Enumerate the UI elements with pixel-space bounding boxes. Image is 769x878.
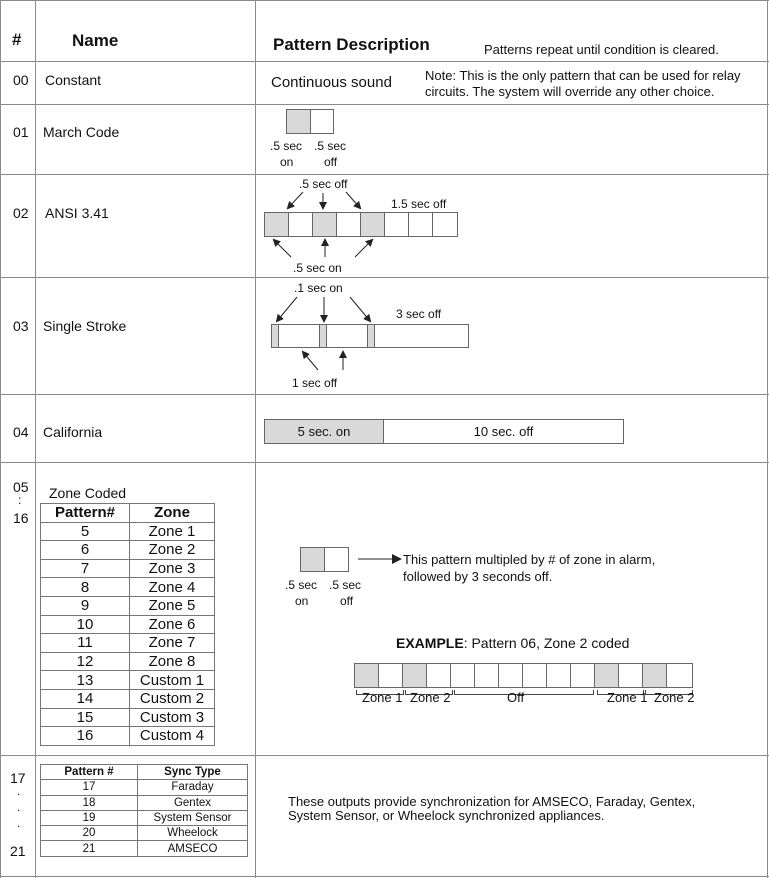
ansi-off-long-label: 1.5 sec off [391,197,447,211]
table-row [41,652,215,671]
row-17-dot-2: . [17,800,21,814]
row-00-note-line2: circuits. The system will override any other choice. [425,84,715,99]
row-00-name: Constant [45,72,102,88]
march-off-label-1: .5 sec [314,139,347,153]
california-on-label: 5 sec. on [297,424,351,439]
zone-on-label-2: on [295,594,309,608]
table-row [41,727,215,746]
row-line-05 [0,755,769,756]
col-divider-2 [255,0,256,878]
sync-pattern-cell: 20 [41,826,138,841]
sync-table-header-type: Sync Type [138,765,248,780]
zone-coded-title: Zone Coded [49,485,127,501]
example-cell-12 [618,663,643,688]
march-off-label-2: off [324,155,338,169]
header-pattern-description: Pattern Description [273,35,430,54]
border-right [767,0,768,878]
california-off-label: 10 sec. off [473,424,534,439]
brace-label-off: Off [507,690,525,705]
example-bold: EXAMPLE [396,635,464,651]
ansi-arrows [255,174,475,277]
march-off-cell [310,109,334,134]
brace-label-zone2: Zone 2 [410,690,451,705]
sync-table-header-row [41,765,248,780]
table-row [41,671,215,690]
zone-on-label-1: .5 sec [285,578,318,592]
zone-multiply-line2: followed by 3 seconds off. [403,569,553,584]
example-cell-10 [570,663,595,688]
row-02-name: ANSI 3.41 [45,205,109,221]
row-02-number: 02 [13,205,29,221]
zone-table-header-pattern: Pattern# [41,504,130,523]
zone-pattern-cell: 10 [41,615,130,634]
table-row [41,810,248,825]
row-05-number-dots: : [18,493,22,507]
row-line-bottom [0,876,769,877]
row-line-header [0,61,769,62]
row-04-number: 04 [13,424,29,440]
row-00-number: 00 [13,72,29,88]
zone-table-header-zone: Zone [130,504,215,523]
example-cell-14 [666,663,693,688]
example-cell-8 [522,663,547,688]
march-on-cell [286,109,311,134]
row-17-number-end: 21 [10,843,26,859]
sync-type-cell: Faraday [138,780,248,795]
zone-name-cell: Zone 1 [130,522,215,541]
sync-pattern-cell: 19 [41,810,138,825]
zone-name-cell: Zone 2 [130,541,215,560]
table-row [41,615,215,634]
zone-name-cell: Custom 3 [130,708,215,727]
row-05-number-start: 05 [13,479,29,495]
stroke-off-long-label: 3 sec off [396,307,442,321]
zone-name-cell: Zone 3 [130,559,215,578]
california-off-bar [383,419,624,444]
row-04-name: California [43,424,103,440]
row-05-number-end: 16 [13,510,29,526]
example-cell-7 [498,663,523,688]
row-line-00 [0,104,769,105]
zone-name-cell: Zone 6 [130,615,215,634]
example-cell-1 [354,663,379,688]
row-17-dot-1: . [17,784,21,798]
header-name: Name [72,31,119,50]
zone-pattern-cell: 11 [41,634,130,653]
table-row [41,826,248,841]
zone-multiply-line1: This pattern multipled by # of zone in alarm, [403,552,656,567]
row-00-desc: Continuous sound [271,74,392,91]
california-on-bar [264,419,384,444]
example-cell-11 [594,663,619,688]
zone-name-cell: Custom 2 [130,689,215,708]
zone-pattern-cell: 12 [41,652,130,671]
row-line-03 [0,394,769,395]
zone-pattern-cell: 6 [41,541,130,560]
zone-name-cell: Custom 4 [130,727,215,746]
row-00-note-line1: Note: This is the only pattern that can be used for relay [425,68,741,83]
zone-pattern-cell: 9 [41,596,130,615]
zone-off-label-1: .5 sec [329,578,362,592]
sync-desc-line2: System Sensor, or Wheelock synchronized appliances. [288,808,605,823]
sync-pattern-cell: 21 [41,841,138,856]
sync-type-table [40,764,248,857]
example-cell-5 [450,663,475,688]
row-03-number: 03 [13,318,29,334]
table-row [41,578,215,597]
ansi-off-short-label: .5 sec off [299,177,348,191]
table-row [41,841,248,856]
table-row [41,708,215,727]
brace-label-zone1: Zone 1 [362,690,403,705]
row-line-top [0,0,769,1]
zone-pattern-off-cell [324,547,349,572]
row-01-number: 01 [13,124,29,140]
sync-pattern-cell: 17 [41,780,138,795]
brace-label-zone1b: Zone 1 [607,690,648,705]
sync-type-cell: AMSECO [138,841,248,856]
zone-pattern-cell: 13 [41,671,130,690]
row-line-04 [0,462,769,463]
zone-pattern-cell: 14 [41,689,130,708]
example-cell-13 [642,663,667,688]
row-17-dot-3: . [17,816,21,830]
sync-type-cell: System Sensor [138,810,248,825]
sync-pattern-cell: 18 [41,795,138,810]
border-left [0,0,1,878]
ansi-on-label: .5 sec on [293,261,342,275]
example-rest: : Pattern 06, Zone 2 coded [463,635,630,651]
zone-pointer-arrow [358,553,403,565]
col-divider-1 [35,0,36,878]
sync-type-cell: Wheelock [138,826,248,841]
table-row [41,596,215,615]
sync-type-cell: Gentex [138,795,248,810]
zone-off-label-2: off [340,594,354,608]
stroke-off-short-label: 1 sec off [292,376,338,390]
zone-pattern-cell: 5 [41,522,130,541]
zone-pattern-cell: 15 [41,708,130,727]
zone-name-cell: Custom 1 [130,671,215,690]
zone-pattern-cell: 7 [41,559,130,578]
table-row [41,795,248,810]
example-cell-2 [378,663,403,688]
row-17-number-start: 17 [10,770,26,786]
sync-table-header-pattern: Pattern # [41,765,138,780]
march-on-label-1: .5 sec [270,139,303,153]
example-cell-3 [402,663,427,688]
example-cell-4 [426,663,451,688]
header-num: # [12,30,22,49]
header-repeat-note: Patterns repeat until condition is cleared. [484,42,719,57]
stroke-on-label: .1 sec on [294,281,343,295]
row-03-name: Single Stroke [43,318,127,334]
example-cell-6 [474,663,499,688]
zone-name-cell: Zone 7 [130,634,215,653]
march-on-label-2: on [280,155,294,169]
row-01-name: March Code [43,124,120,140]
example-cell-9 [546,663,571,688]
zone-table-header-row [41,504,215,523]
table-row [41,780,248,795]
table-row [41,689,215,708]
example-caption [396,635,629,651]
table-row [41,559,215,578]
zone-name-cell: Zone 8 [130,652,215,671]
table-row [41,634,215,653]
brace-label-zone2b: Zone 2 [654,690,695,705]
zone-pattern-cell: 8 [41,578,130,597]
zone-pattern-on-cell [300,547,325,572]
zone-pattern-cell: 16 [41,727,130,746]
table-row [41,522,215,541]
zone-coded-table [40,503,215,746]
sync-desc-line1: These outputs provide synchronization for AMSECO, Faraday, Gentex, [288,794,696,809]
zone-name-cell: Zone 5 [130,596,215,615]
stroke-arrows [255,277,475,394]
zone-name-cell: Zone 4 [130,578,215,597]
table-row [41,541,215,560]
